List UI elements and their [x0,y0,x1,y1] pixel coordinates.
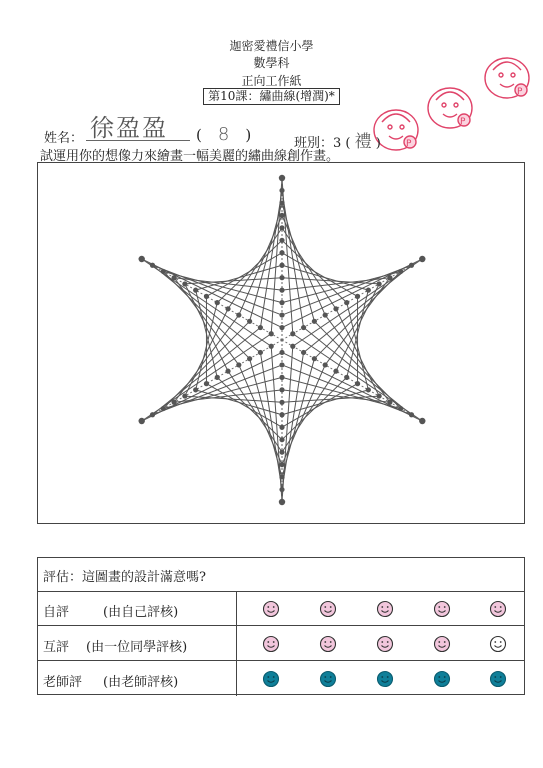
pin-dot [398,406,403,411]
svg-text:P: P [517,87,523,97]
pin-dot [279,225,284,230]
smiley-face-icon[interactable] [262,600,280,618]
smiley-face-icon[interactable] [319,600,337,618]
face-eye [444,676,446,678]
face-circle [264,602,279,617]
smiley-face-icon[interactable] [433,600,451,618]
pin-dot [279,250,284,255]
face-eye [324,606,326,608]
pin-dot [279,200,284,205]
row-label: 自評 [43,605,70,620]
face-eye [324,676,326,678]
face-eye [494,606,496,608]
pin-dot [258,325,263,330]
close-paren: ) [245,126,252,144]
pin-dot [279,263,284,268]
face-eye [267,641,269,643]
pin-dot [409,263,414,268]
school-name: 迦密愛禮信小學 [229,39,314,53]
pin-dot [312,319,317,324]
pin-dot [279,325,284,330]
face-eye [273,676,275,678]
face-circle [491,672,506,687]
face-eye [438,606,440,608]
face-circle [435,637,450,652]
pin-dot [225,369,230,374]
row-note: (由自己評核) [103,605,179,620]
face-circle [321,602,336,617]
pin-dot [387,275,392,280]
evaluation-table [37,557,525,695]
pin-dot [139,418,145,424]
pin-dot [279,188,284,193]
pin-dot [279,213,284,218]
pin-dot [204,381,209,386]
pin-dot [301,350,306,355]
face-eye [494,641,496,643]
face-eye [438,676,440,678]
open-paren: ( [196,126,202,144]
pin-dot [279,425,284,430]
pin-dot [215,300,220,305]
pin-dot [398,269,403,274]
face-circle [264,672,279,687]
student-name: 徐盈盈 [90,114,168,142]
smiley-face-icon[interactable] [489,635,507,653]
evaluation-header-row [38,558,524,592]
evaluation-row [38,662,524,696]
pin-dot [344,375,349,380]
evaluation-row [38,592,524,626]
face-circle [378,602,393,617]
pin-dot [279,387,284,392]
pin-dot [301,325,306,330]
pin-dot [150,263,155,268]
pin-dot [225,306,230,311]
class-label: 班別：3 [294,136,342,151]
face-eye [330,676,332,678]
face-eye [381,676,383,678]
pin-dot [279,175,285,181]
face-eye [267,606,269,608]
row-label: 老師評 [43,675,83,690]
pin-dot [377,393,382,398]
student-number [196,124,251,145]
pin-dot [247,356,252,361]
stamp-group [362,50,542,170]
pin-dot [387,400,392,405]
face-eye [387,676,389,678]
face-eye [273,606,275,608]
pin-dot [377,281,382,286]
smiley-face-icon[interactable] [433,635,451,653]
class-value: 禮 [354,132,372,152]
pin-dot [182,393,187,398]
pin-dot [419,256,425,262]
pin-dot [161,269,166,274]
pin-dot [139,256,145,262]
pin-dot [279,288,284,293]
svg-text:P: P [460,117,466,127]
face-eye [494,676,496,678]
face-circle [321,672,336,687]
pin-dot [366,387,371,392]
pin-dot [236,362,241,367]
evaluation-row [38,627,524,661]
pin-dot [290,331,295,336]
pin-dot [279,499,285,505]
pin-dot [409,412,414,417]
face-eye [500,676,502,678]
pin-dot [279,412,284,417]
pin-dot [355,381,360,386]
pin-dot [279,462,284,467]
row-note: (由一位同學評核) [86,640,188,655]
face-eye [330,641,332,643]
column-divider [236,592,237,696]
face-circle [491,602,506,617]
pin-dot [204,294,209,299]
pin-dot [171,275,176,280]
pin-dot [279,487,284,492]
pin-dot [247,319,252,324]
pin-dot [258,350,263,355]
pin-dot [182,281,187,286]
pin-dot [355,294,360,299]
pin-dot [193,387,198,392]
pin-dot [279,238,284,243]
face-eye [387,641,389,643]
pin-dot [366,288,371,293]
class-close-paren: ) [375,136,381,151]
smiley-face-icon[interactable] [376,600,394,618]
instruction-text: 試運用你的想像力來繪畫一幅美麗的繡曲線創作畫。 [40,149,340,164]
pin-dot [279,400,284,405]
face-eye [500,641,502,643]
face-eye [330,606,332,608]
pin-dot [323,312,328,317]
evaluation-question: 評估：這圖畫的設計滿意嗎? [43,570,206,585]
smiley-face-icon[interactable] [262,635,280,653]
pin-dot [323,362,328,367]
face-eye [324,641,326,643]
face-circle [321,637,336,652]
smiley-face-icon[interactable] [376,635,394,653]
student-number-value: 8 [217,124,230,145]
name-label: 姓名： [44,131,84,146]
worksheet-title: 正向工作紙 [241,74,302,88]
pin-dot [279,300,284,305]
row-label: 互評 [43,640,70,655]
pin-dot [279,450,284,455]
stamp-icon [374,58,529,150]
pin-dot [312,356,317,361]
pin-dot [279,275,284,280]
class-open-paren: ( [345,136,351,151]
string-art-star [38,163,524,523]
face-eye [381,641,383,643]
name-underline [86,140,190,141]
svg-text:P: P [406,139,412,149]
face-circle [435,602,450,617]
face-eye [500,606,502,608]
face-circle [378,672,393,687]
face-circle [491,637,506,652]
pin-dot [333,306,338,311]
pin-dot [193,288,198,293]
face-eye [267,676,269,678]
face-eye [438,641,440,643]
face-eye [381,606,383,608]
pin-dot [236,312,241,317]
pin-dot [279,312,284,317]
smiley-face-icon[interactable] [319,670,337,688]
pin-dot [279,474,284,479]
face-eye [387,606,389,608]
smiley-face-icon[interactable] [489,600,507,618]
pin-dot [279,375,284,380]
smiley-face-icon[interactable] [489,670,507,688]
pin-dot [290,344,295,349]
pin-dot [215,375,220,380]
pin-dot [279,437,284,442]
face-eye [273,641,275,643]
pin-dot [161,406,166,411]
pin-dot [279,350,284,355]
drawing-area [37,162,525,524]
face-circle [378,637,393,652]
smiley-face-icon[interactable] [433,670,451,688]
pin-dot [269,331,274,336]
pin-dot [150,412,155,417]
smiley-face-icon[interactable] [262,670,280,688]
smiley-face-icon[interactable] [319,635,337,653]
pin-dot [419,418,425,424]
face-eye [444,641,446,643]
pin-dot [344,300,349,305]
face-circle [264,637,279,652]
face-circle [435,672,450,687]
pin-dot [333,369,338,374]
pin-dot [269,344,274,349]
pin-dot [171,400,176,405]
pin-dot [279,362,284,367]
smiley-face-icon[interactable] [376,670,394,688]
subject-title: 數學科 [253,56,290,70]
row-note: (由老師評核) [103,675,179,690]
lesson-title: 第10課：繡曲線(增潤)* [203,88,340,105]
face-eye [444,606,446,608]
